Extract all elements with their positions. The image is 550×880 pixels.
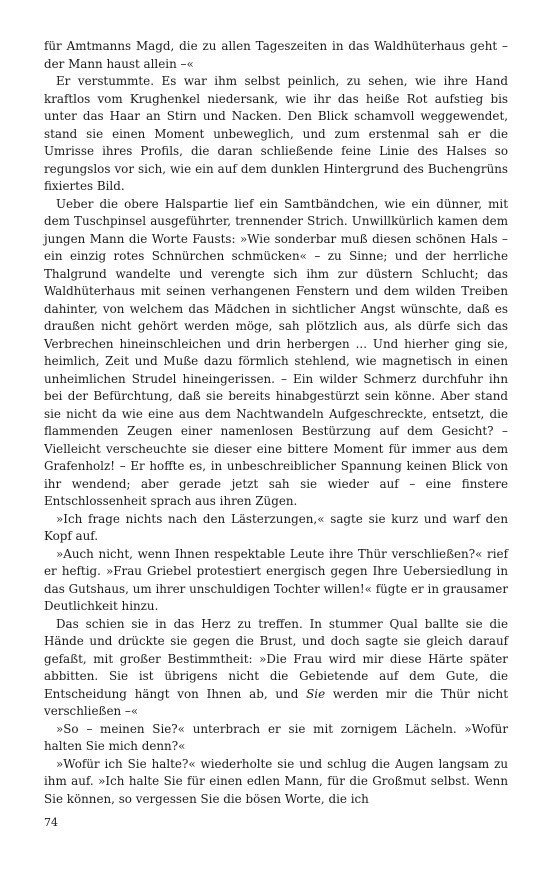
paragraph-0 (44, 38, 508, 73)
paragraph-text: Ueber die obere Halspartie lief ein Samtbändchen, wie ein dünner, mit dem Tuschpinsel ausgeführter, trennender Strich. Unwillkürlich kamen dem jungen Mann die Worte Fausts: »Wie sonderbar muß diesen schönen Hals – ein einzig rotes Schnürchen schmücken« – zu Sinne; und der herrliche Thalgrund wandelte und verengte sich ihm zur düstern Schlucht; das Waldhüterhaus mit seinen verhangenen Fenstern und dem wilden Treiben dahinter, von welchem das Mädchen in sichtlicher Angst wünschte, daß es draußen nicht gehört werden möge, sah plötzlich aus, als dürfe sich das Verbrechen hineinschleichen und drin herbergen ... Und hierher ging sie, heimlich, Zeit und Muße dazu förmlich stehlend, wie magnetisch in einen unheimlichen Strudel hineingerissen. – Ein wilder Schmerz durchfuhr ihn bei der Befürchtung, daß sie bereits hinabgestürzt sein könne. Aber stand sie nicht da wie eine aus dem Nachtwandeln Aufgeschreckte, entsetzt, die flammenden Zeugen einer namenlosen Bestürzung auf dem Gesicht? – Vielleicht verscheuchte sie dieser eine bittere Moment für immer aus dem Grafenholz! – Er hoffte es, in unbeschreiblicher Spannung keinen Blick von ihr wendend; aber gerade jetzt sah sie wieder auf – eine finstere Entschlossenheit sprach aus ihren Zügen. (44, 196, 508, 508)
paragraph-text: für Amtmanns Magd, die zu allen Tageszeiten in das Waldhüterhaus geht – der Mann haust allein –« (44, 39, 508, 71)
paragraph-text: Das schien sie in das Herz zu treffen. In stummer Qual ballte sie die Hände und drückte sie gegen die Brust, und doch sagte sie gleich darauf gefaßt, mit großer Bestimmtheit: »Die Frau wird mir diese Härte später abbitten. Sie ist übrigens nicht die Gebietende auf dem Gute, die Entscheidung hängt von Ihnen ab, und (44, 616, 508, 701)
paragraph-6 (44, 721, 508, 756)
page-number: 74 (44, 816, 58, 829)
paragraph-text: »Wofür ich Sie halte?« wiederholte sie und schlug die Augen langsam zu ihm auf. »Ich halte Sie für einen edlen Mann, für die Großmut selbst. Wenn Sie können, so vergessen Sie die bösen Worte, die ich (44, 756, 508, 806)
paragraph-2 (44, 196, 508, 511)
paragraph-text: werden mir die Thür nicht verschließen –« (44, 686, 508, 718)
book-page-text (44, 38, 508, 808)
paragraph-text: »Auch nicht, wenn Ihnen respektable Leute ihre Thür verschließen?« rief er heftig. »Frau Griebel protestiert energisch gegen Ihre Uebersiedlung in das Gutshaus, um ihrer unschuldigen Tochter willen!« fügte er in grausamer Deutlichkeit hinzu. (44, 546, 508, 613)
paragraph-text: »Ich frage nichts nach den Lästerzungen,« sagte sie kurz und warf den Kopf auf. (44, 511, 508, 543)
paragraph-text: »So – meinen Sie?« unterbrach er sie mit zornigem Lächeln. »Wofür halten Sie mich denn?« (44, 721, 508, 753)
paragraph-text: Er verstummte. Es war ihm selbst peinlich, zu sehen, wie ihre Hand kraftlos vom Krughenkel niedersank, wie ihr das heiße Rot aufstieg bis unter das Haar an Stirn und Nacken. Den Blick schamvoll weggewendet, stand sie einen Moment unbeweglich, und zum erstenmal sah er die Umrisse ihres Profils, die daran schließende feine Linie des Halses so regungslos vor sich, wie ein auf dem dunklen Hintergrund des Buchengrüns fixiertes Bild. (44, 74, 508, 193)
paragraph-1 (44, 73, 508, 196)
paragraph-5 (44, 616, 508, 721)
paragraph-7 (44, 756, 508, 809)
paragraph-4 (44, 546, 508, 616)
emphasis-text: Sie (306, 686, 326, 701)
paragraph-3 (44, 511, 508, 546)
